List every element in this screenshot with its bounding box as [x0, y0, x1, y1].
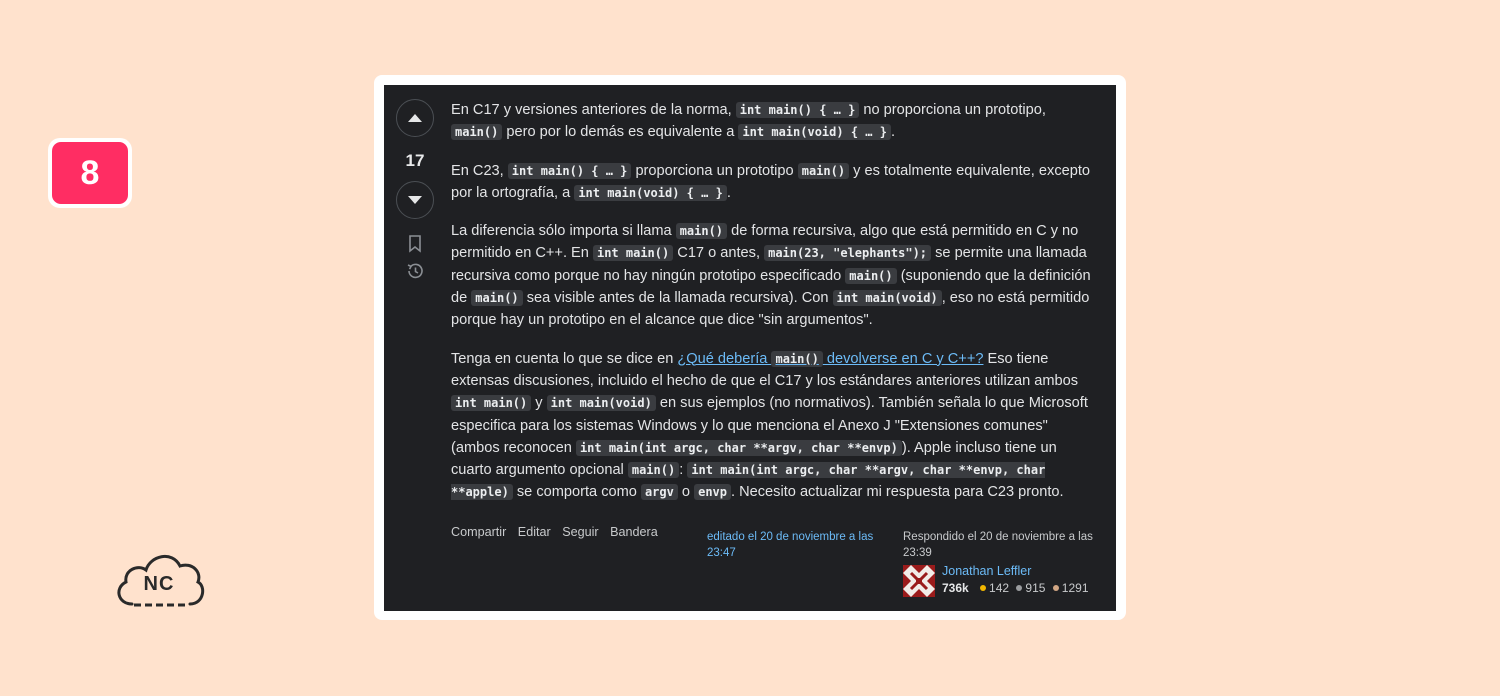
inline-code: int main() { … }: [508, 163, 632, 179]
bronze-badge-icon: [1053, 585, 1059, 591]
inline-code: int main(void): [833, 290, 942, 306]
text: o: [677, 484, 695, 501]
text: y es totalmente equivalente, excepto por la ortografía, a: [451, 162, 1091, 201]
avatar[interactable]: [903, 565, 935, 597]
text: La diferencia sólo importa si llama: [451, 223, 676, 240]
inline-code: main(): [798, 163, 849, 179]
upvote-button[interactable]: [396, 99, 434, 137]
inline-code: main(): [628, 462, 679, 478]
bookmark-icon: [408, 235, 422, 253]
inline-code: int main(int argc, char **argv, char **envp): [576, 440, 902, 456]
answer-paragraph-3: [451, 220, 1096, 331]
bookmark-button[interactable]: [396, 235, 434, 253]
text: C17 o antes,: [673, 245, 765, 262]
edit-link[interactable]: Editar: [517, 525, 551, 539]
inline-code: int main(void) { … }: [738, 124, 891, 140]
user-reputation: [942, 581, 1089, 595]
inline-code: main(23, "elephants");: [764, 245, 931, 261]
inline-code: int main(int argc, char **argv, char **envp, char **apple): [451, 463, 1046, 500]
answered-timestamp: Respondido el 20 de noviembre a las 23:39: [903, 531, 1093, 559]
answer-paragraph-1: [451, 99, 1096, 144]
upvote-icon: [407, 113, 423, 123]
downvote-button[interactable]: [396, 181, 434, 219]
text: En C23,: [451, 162, 508, 179]
history-icon: [405, 261, 425, 281]
follow-link[interactable]: Seguir: [562, 525, 599, 539]
inline-code: argv: [641, 484, 678, 500]
share-link[interactable]: Compartir: [451, 525, 507, 539]
text: Eso tiene extensas discusiones, incluido el hecho de que el C17 y los estándares anteriores utilizan ambos: [451, 350, 1079, 389]
screenshot-frame: [374, 75, 1126, 620]
inline-code: main(): [845, 268, 896, 284]
inline-code: int main(): [451, 395, 531, 411]
link-text: ¿Qué debería: [677, 350, 772, 367]
text: de forma recursiva, algo que está permitido en C y no permitido en C++. En: [451, 223, 1079, 262]
link-text: devolverse en C y C++?: [822, 350, 984, 367]
cloud-logo-icon: [112, 548, 206, 614]
inline-code: main(): [771, 351, 822, 367]
text: sea visible antes de la llamada recursiva). Con: [522, 290, 833, 307]
edited-timestamp[interactable]: editado el 20 de noviembre a las 23:47: [707, 531, 874, 559]
step-badge-number: 8: [52, 142, 128, 204]
text: .: [890, 124, 896, 141]
inline-code: int main(void): [547, 395, 656, 411]
text: Tenga en cuenta lo que se dice en: [451, 350, 678, 367]
answer-paragraph-4: [451, 348, 1096, 504]
gold-badge-count: 142: [989, 581, 1010, 595]
inline-code: main(): [471, 290, 522, 306]
history-button[interactable]: [396, 261, 434, 281]
text: se comporta como: [512, 484, 641, 501]
downvote-icon: [407, 195, 423, 205]
silver-badge-icon: [1016, 585, 1022, 591]
text: En C17 y versiones anteriores de la norma,: [451, 102, 736, 118]
text: y: [531, 395, 547, 412]
text: pero por lo demás es equivalente a: [502, 124, 739, 141]
text: proporciona un prototipo: [631, 162, 798, 179]
text: . Necesito actualizar mi respuesta para C23 pronto.: [731, 484, 1064, 501]
text: ). Apple incluso tiene un cuarto argumento opcional: [451, 439, 1057, 479]
text: en sus ejemplos (no normativos). También señala lo que Microsoft especifica para los sistemas Windows y lo que menciona el Anexo J "Extensiones comunes" (ambos reconocen: [451, 395, 1088, 456]
gold-badge-icon: [980, 585, 986, 591]
answer-paragraph-2: [451, 160, 1096, 205]
inline-code: main(): [676, 223, 727, 239]
silver-badge-count: 915: [1025, 581, 1046, 595]
step-badge: [48, 138, 132, 208]
text: se permite una llamada recursiva como porque no hay ningún prototipo especificado: [451, 245, 1087, 284]
vote-score: 17: [405, 151, 425, 170]
text: .: [726, 184, 731, 201]
text: (suponiendo que la definición de: [451, 267, 1091, 307]
inline-code: main(): [451, 124, 502, 140]
inline-code: int main() { … }: [736, 102, 860, 118]
bronze-badge-count: 1291: [1061, 581, 1089, 595]
vote-column: [396, 99, 434, 281]
flag-link[interactable]: Bandera: [610, 525, 658, 539]
user-name[interactable]: Jonathan Leffler: [942, 564, 1032, 578]
inline-code: envp: [694, 484, 731, 500]
answer-body: [451, 99, 1096, 520]
inline-code: int main(): [593, 245, 673, 261]
reputation-score: 736k: [942, 581, 969, 595]
text: :: [679, 462, 688, 479]
answer-panel: [384, 85, 1116, 611]
logo-text: NC: [143, 573, 175, 595]
post-actions: [451, 525, 666, 539]
text: no proporciona un prototipo,: [859, 102, 1046, 118]
text: , eso no está permitido porque hay un prototipo en el alcance que dice "sin argumentos".: [451, 290, 1090, 329]
question-link[interactable]: [677, 351, 983, 367]
inline-code: int main(void) { … }: [574, 185, 727, 201]
